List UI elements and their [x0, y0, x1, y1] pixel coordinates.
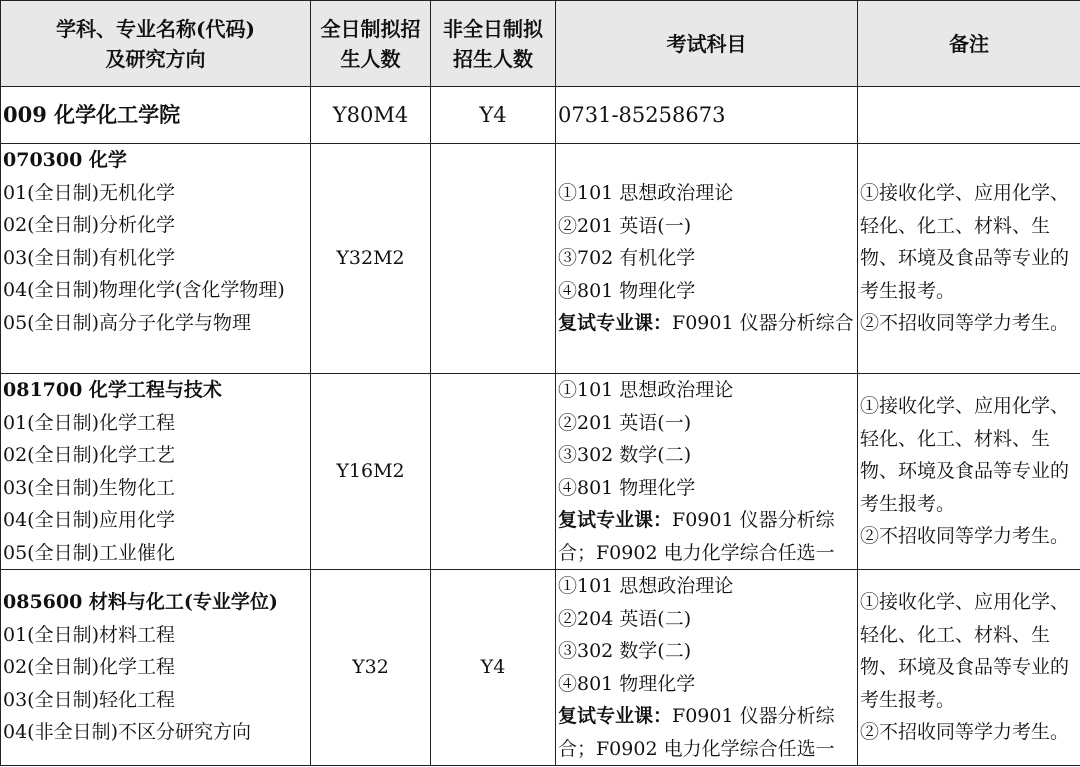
retest-line — [558, 700, 855, 765]
college-parttime: Y4 — [431, 87, 556, 144]
subjects-cell — [556, 570, 858, 766]
direction-item: 04(非全日制)不区分研究方向 — [3, 721, 252, 744]
college-row — [1, 87, 1080, 144]
major-fulltime: Y16M2 — [311, 374, 431, 570]
table-row — [1, 570, 1080, 766]
note-item: ①接收化学、应用化学、轻化、化工、材料、生物、环境及食品等专业的考生报考。 — [860, 591, 1070, 711]
subject-item: ④801 物理化学 — [558, 672, 696, 695]
major-fulltime: Y32 — [311, 570, 431, 766]
subject-item: ②201 英语(一) — [558, 411, 692, 434]
direction-item: 02(全日制)化学工程 — [3, 656, 176, 679]
header-major: 学科、专业名称(代码) 及研究方向 — [1, 1, 311, 87]
subject-item: ④801 物理化学 — [558, 279, 696, 302]
retest-line — [558, 307, 855, 340]
major-parttime — [431, 144, 556, 374]
college-note — [858, 87, 1080, 144]
direction-item: 05(全日制)高分子化学与物理 — [3, 311, 252, 334]
subject-item: ③302 数学(二) — [558, 640, 692, 662]
note-item: ②不招收同等学力考生。 — [860, 312, 1070, 335]
note-item: ①接收化学、应用化学、轻化、化工、材料、生物、环境及食品等专业的考生报考。 — [860, 395, 1070, 515]
note-item: ②不招收同等学力考生。 — [860, 721, 1070, 744]
major-title: 081700 化学工程与技术 — [3, 379, 222, 401]
header-notes: 备注 — [858, 1, 1080, 87]
subject-item: ④801 物理化学 — [558, 476, 696, 499]
header-row — [1, 1, 1080, 87]
retest-label: 复试专业课： — [558, 705, 673, 727]
major-cell — [1, 374, 311, 570]
note-item: ②不招收同等学力考生。 — [860, 525, 1070, 548]
college-fulltime: Y80M4 — [311, 87, 431, 144]
direction-item: 02(全日制)分析化学 — [3, 214, 176, 236]
direction-item: 04(全日制)物理化学(含化学物理) — [3, 279, 285, 301]
major-cell — [1, 144, 311, 374]
major-title: 085600 材料与化工(专业学位) — [3, 591, 278, 614]
direction-item: 01(全日制)无机化学 — [3, 181, 176, 204]
subjects-cell — [556, 374, 858, 570]
direction-item: 02(全日制)化学工艺 — [3, 444, 176, 466]
college-phone: 0731-85258673 — [556, 87, 858, 144]
header-subjects: 考试科目 — [556, 1, 858, 87]
note-cell — [858, 374, 1080, 570]
subject-item: ①101 思想政治理论 — [558, 575, 734, 597]
retest-text: F0901 仪器分析综合；F0902 电力化学综合任选一 — [558, 509, 835, 564]
subject-item: ①101 思想政治理论 — [558, 379, 734, 401]
major-parttime: Y4 — [431, 570, 556, 766]
header-fulltime: 全日制拟招 生人数 — [311, 1, 431, 87]
subject-item: ③702 有机化学 — [558, 247, 696, 270]
direction-item: 01(全日制)化学工程 — [3, 411, 176, 434]
major-fulltime: Y32M2 — [311, 144, 431, 374]
retest-label: 复试专业课： — [558, 509, 673, 531]
direction-item: 04(全日制)应用化学 — [3, 509, 176, 531]
direction-item: 01(全日制)材料工程 — [3, 623, 176, 646]
major-cell — [1, 570, 311, 766]
retest-text: F0901 仪器分析综合 — [672, 312, 854, 335]
major-parttime — [431, 374, 556, 570]
college-name: 009 化学化工学院 — [1, 87, 311, 144]
major-title: 070300 化学 — [3, 149, 127, 171]
retest-line — [558, 504, 855, 569]
table-row — [1, 374, 1080, 570]
subject-item: ①101 思想政治理论 — [558, 182, 734, 205]
direction-item: 03(全日制)轻化工程 — [3, 688, 176, 711]
table-row — [1, 144, 1080, 374]
note-cell — [858, 570, 1080, 766]
direction-item: 03(全日制)有机化学 — [3, 246, 176, 269]
subject-item: ③302 数学(二) — [558, 444, 692, 466]
header-parttime: 非全日制拟 招生人数 — [431, 1, 556, 87]
note-item: ①接收化学、应用化学、轻化、化工、材料、生物、环境及食品等专业的考生报考。 — [860, 182, 1070, 302]
note-cell — [858, 144, 1080, 374]
subject-item: ②201 英语(一) — [558, 214, 692, 237]
subjects-cell — [556, 144, 858, 374]
retest-text: F0901 仪器分析综合；F0902 电力化学综合任选一 — [558, 705, 835, 760]
direction-item: 03(全日制)生物化工 — [3, 476, 176, 499]
subject-item: ②204 英语(二) — [558, 607, 692, 630]
direction-item: 05(全日制)工业催化 — [3, 541, 176, 564]
retest-label: 复试专业课： — [558, 312, 673, 335]
